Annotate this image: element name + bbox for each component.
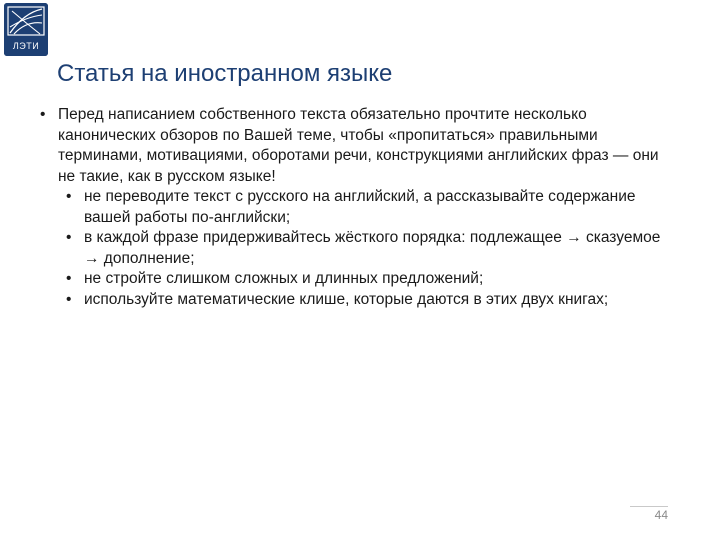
sub-bullet-text: не переводите текст с русского на английский, а рассказывайте содержание вашей работы по-английски;	[84, 188, 636, 226]
sub-bullet-text: не стройте слишком сложных и длинных предложений;	[84, 270, 484, 287]
university-logo	[4, 3, 48, 56]
logo-text: ЛЭТИ	[12, 41, 40, 51]
bullet-marker: •	[66, 188, 72, 205]
bullet-marker: •	[66, 290, 72, 308]
bullet-marker: •	[40, 106, 46, 123]
sub-bullet-list	[66, 187, 680, 310]
slide-body	[40, 105, 680, 310]
logo-emblem-icon	[4, 3, 48, 56]
bullet-marker: •	[66, 270, 72, 287]
sub-bullet-text: в каждой фразе придерживайтесь жёсткого порядка: подлежащее → сказуемое → дополнение;	[84, 229, 661, 267]
sub-bullet-item	[66, 290, 680, 311]
bullet-marker: •	[66, 229, 72, 246]
sub-bullet-item	[66, 187, 680, 228]
sub-bullet-text: используйте математические клише, которые даются в этих двух книгах;	[84, 290, 609, 308]
slide-title: Статья на иностранном языке	[57, 60, 393, 87]
sub-bullet-item	[66, 269, 680, 290]
main-bullet-text: Перед написанием собственного текста обязательно прочтите несколько канонических обзоров по Вашей теме, чтобы «пропитаться» правильными терминами, мотивациями, оборотами речи, конструкциями английских фраз — они не такие, как в русском языке!	[58, 106, 659, 185]
page-number: 44	[630, 506, 668, 522]
main-bullet-item	[40, 105, 680, 187]
sub-bullet-item	[66, 228, 680, 269]
